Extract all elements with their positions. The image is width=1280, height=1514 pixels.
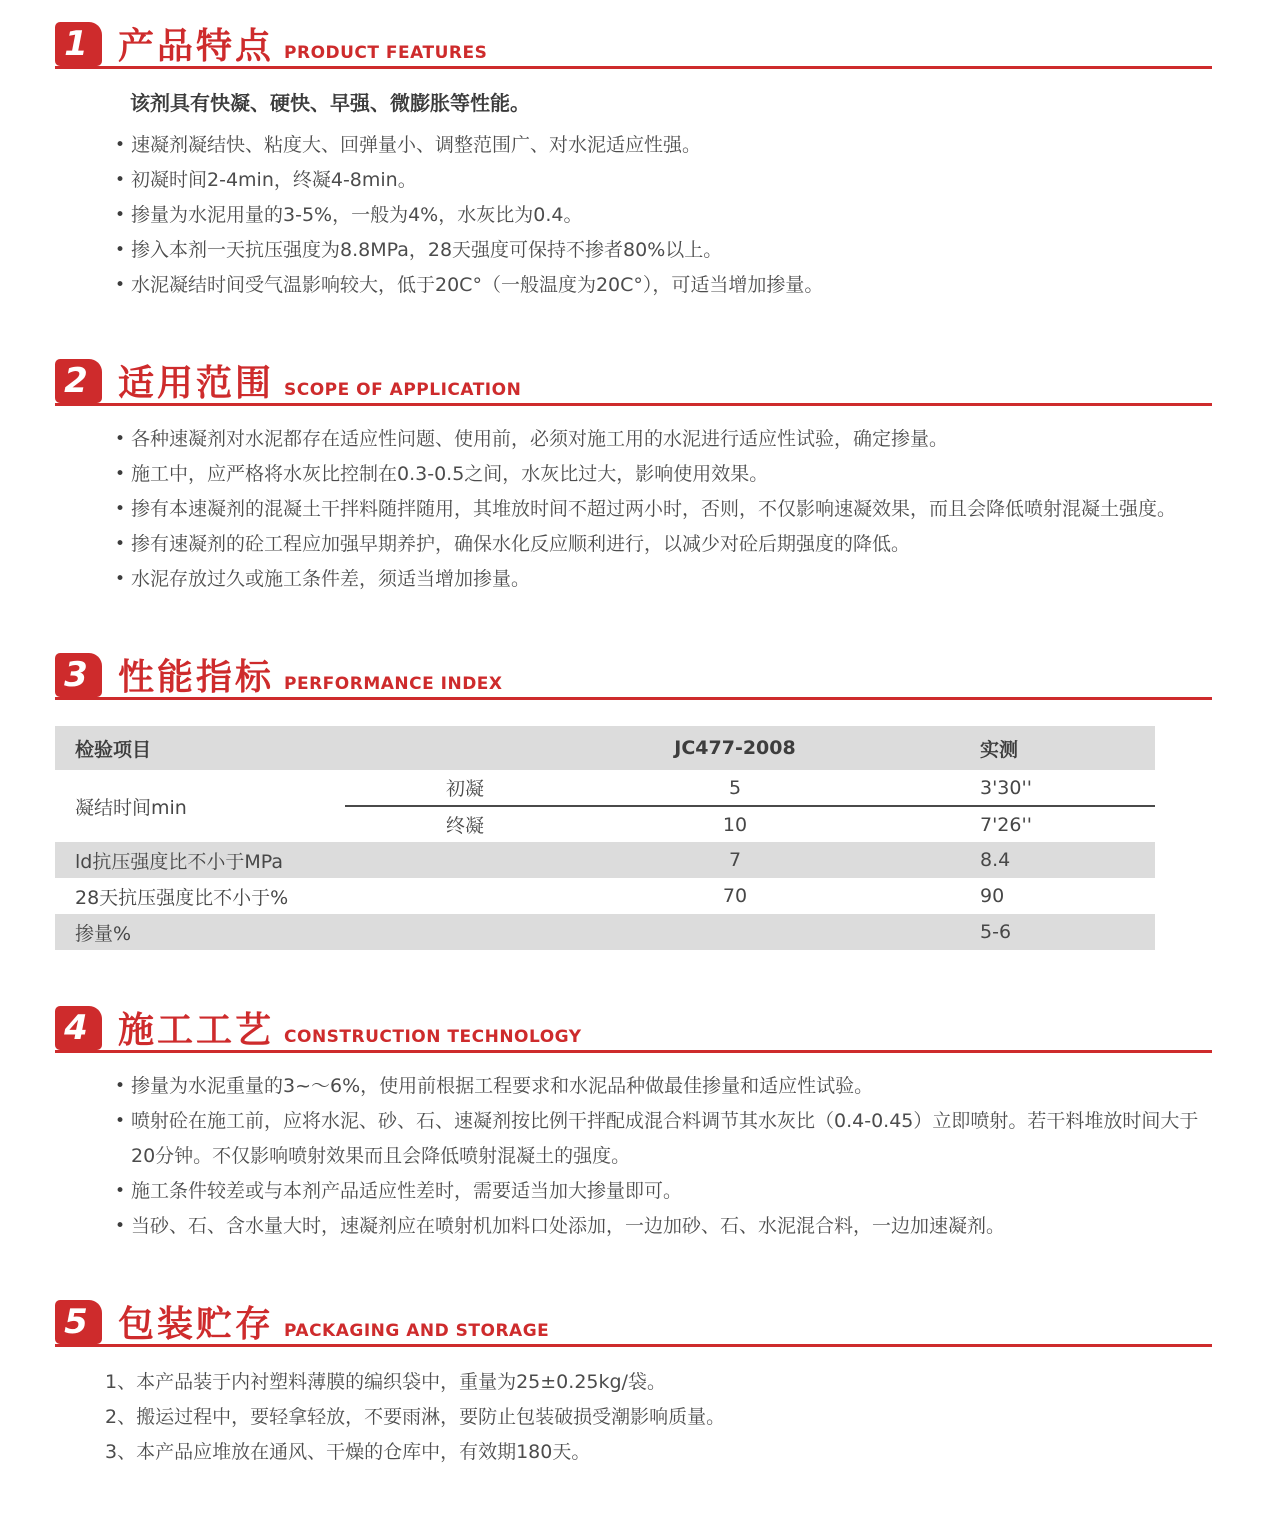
features-bullet-list [55,128,1212,303]
list-item [115,1209,1202,1244]
section-title: 适用范围 [118,363,275,404]
bullet-icon: • [115,464,126,484]
list-item [115,198,1202,233]
section-number-badge: 4 [55,1006,102,1050]
section-title: 施工工艺 [118,1010,275,1051]
section-scope-of-application [55,359,1212,597]
list-item [115,233,1202,268]
table-header-row [55,726,1155,770]
section-header [55,1300,1212,1347]
row-label: 掺量% [55,914,585,950]
performance-table [55,726,1155,950]
list-item [115,1104,1202,1174]
construction-bullet-list [55,1069,1212,1244]
column-header-measured: 实测 [885,726,1155,770]
bullet-text: 水泥凝结时间受气温影响较大，低于20C°（一般温度为20C°），可适当增加掺量。 [131,274,824,296]
bullet-icon: • [115,135,126,155]
bullet-text: 掺量为水泥重量的3~～6%，使用前根据工程要求和水泥品种做最佳掺量和适应性试验。 [131,1075,874,1097]
list-item [115,163,1202,198]
standard-value [585,914,885,950]
bullet-text: 速凝剂凝结快、粘度大、回弹量小、调整范围广、对水泥适应性强。 [131,134,702,156]
bullet-icon: • [115,240,126,260]
sub-row-label: 初凝 [445,778,484,800]
bullet-text: 施工条件较差或与本剂产品适应性差时，需要适当加大掺量即可。 [131,1180,683,1202]
list-item: 2、搬运过程中，要轻拿轻放，不要雨淋，要防止包装破损受潮影响质量。 [105,1406,726,1428]
standard-value: 70 [722,885,748,907]
measured-value: 90 [980,885,1005,907]
bullet-icon: • [115,1076,126,1096]
table-row [55,842,1155,878]
scope-bullet-list [55,422,1212,597]
section-packaging-storage [55,1300,1212,1470]
section-number-badge: 1 [55,22,102,66]
standard-value: 5 [728,776,742,799]
measured-value: 7'26'' [885,806,1155,842]
bullet-icon: • [115,499,126,519]
features-intro: 该剂具有快凝、硬快、早强、微膨胀等性能。 [130,91,530,115]
section-performance-index [55,653,1212,700]
list-item [115,1174,1202,1209]
bullet-text: 施工中，应严格将水灰比控制在0.3-0.5之间，水灰比过大，影响使用效果。 [131,463,769,485]
section-number-badge: 2 [55,359,102,403]
row-label: 28天抗压强度比不小于% [75,886,289,909]
section-subtitle-en: CONSTRUCTION TECHNOLOGY [284,1027,582,1047]
list-item [115,268,1202,303]
bullet-text: 水泥存放过久或施工条件差，须适当增加掺量。 [131,568,531,590]
bullet-icon: • [115,534,126,554]
bullet-icon: • [115,429,126,449]
section-number-badge: 5 [55,1300,102,1344]
list-item: 3、本产品应堆放在通风、干燥的仓库中，有效期180天。 [105,1441,591,1463]
section-number-badge: 3 [55,653,102,697]
bullet-icon: • [115,275,126,295]
list-item [115,422,1202,457]
table-row [55,878,1155,914]
list-item [115,562,1202,597]
list-item [115,457,1202,492]
column-header-blank [345,726,585,770]
list-item: 1、本产品装于内衬塑料薄膜的编织袋中，重量为25±0.25kg/袋。 [105,1371,666,1393]
bullet-text: 掺有本速凝剂的混凝土干拌料随拌随用，其堆放时间不超过两小时，否则，不仅影响速凝效果，而且会降低喷射混凝土强度。 [131,498,1177,520]
list-item [115,527,1202,562]
section-title: 产品特点 [118,26,275,67]
section-title: 包装贮存 [118,1304,275,1345]
measured-value: 5-6 [885,914,1155,950]
standard-value: 10 [585,806,885,842]
measured-value: 3'30'' [980,776,1032,799]
bullet-icon: • [115,170,126,190]
row-label: ld抗压强度比不小于MPa [55,842,585,878]
section-product-features [55,22,1212,303]
section-construction-technology [55,1006,1212,1244]
row-group-label: 凝结时间min [75,796,187,819]
bullet-icon: • [115,1111,126,1131]
column-header-item: 检验项目 [55,726,345,770]
section-header [55,22,1212,69]
standard-value: 7 [585,842,885,878]
measured-value: 8.4 [885,842,1155,878]
section-subtitle-en: PACKAGING AND STORAGE [284,1321,550,1341]
list-item [115,128,1202,163]
bullet-icon: • [115,1216,126,1236]
bullet-icon: • [115,1181,126,1201]
section-subtitle-en: SCOPE OF APPLICATION [284,380,522,400]
section-header [55,653,1212,700]
bullet-icon: • [115,569,126,589]
packaging-numbered-list [55,1365,1212,1470]
bullet-text: 初凝时间2-4min，终凝4-8min。 [131,169,417,191]
section-title: 性能指标 [118,657,275,698]
bullet-text: 喷射砼在施工前，应将水泥、砂、石、速凝剂按比例干拌配成混合料调节其水灰比（0.4-0.45）立即喷射。若干料堆放时间大于20分钟。不仅影响喷射效果而且会降低喷射混凝土的强度。 [131,1110,1199,1167]
table-row [55,770,1155,806]
sub-row-label: 终凝 [345,806,585,842]
section-header [55,359,1212,406]
bullet-text: 掺有速凝剂的砼工程应加强早期养护，确保水化反应顺利进行，以减少对砼后期强度的降低。 [131,533,911,555]
column-header-standard: JC477-2008 [585,726,885,770]
table-row [55,914,1155,950]
bullet-icon: • [115,205,126,225]
bullet-text: 掺量为水泥用量的3-5%，一般为4%，水灰比为0.4。 [131,204,583,226]
list-item [115,492,1202,527]
bullet-text: 各种速凝剂对水泥都存在适应性问题、使用前，必须对施工用的水泥进行适应性试验，确定掺量。 [131,428,949,450]
bullet-text: 掺入本剂一天抗压强度为8.8MPa，28天强度可保持不掺者80%以上。 [131,239,723,261]
list-item [115,1069,1202,1104]
section-subtitle-en: PRODUCT FEATURES [284,43,488,63]
section-subtitle-en: PERFORMANCE INDEX [284,674,503,694]
bullet-text: 当砂、石、含水量大时，速凝剂应在喷射机加料口处添加，一边加砂、石、水泥混合料，一边加速凝剂。 [131,1215,1006,1237]
section-header [55,1006,1212,1053]
